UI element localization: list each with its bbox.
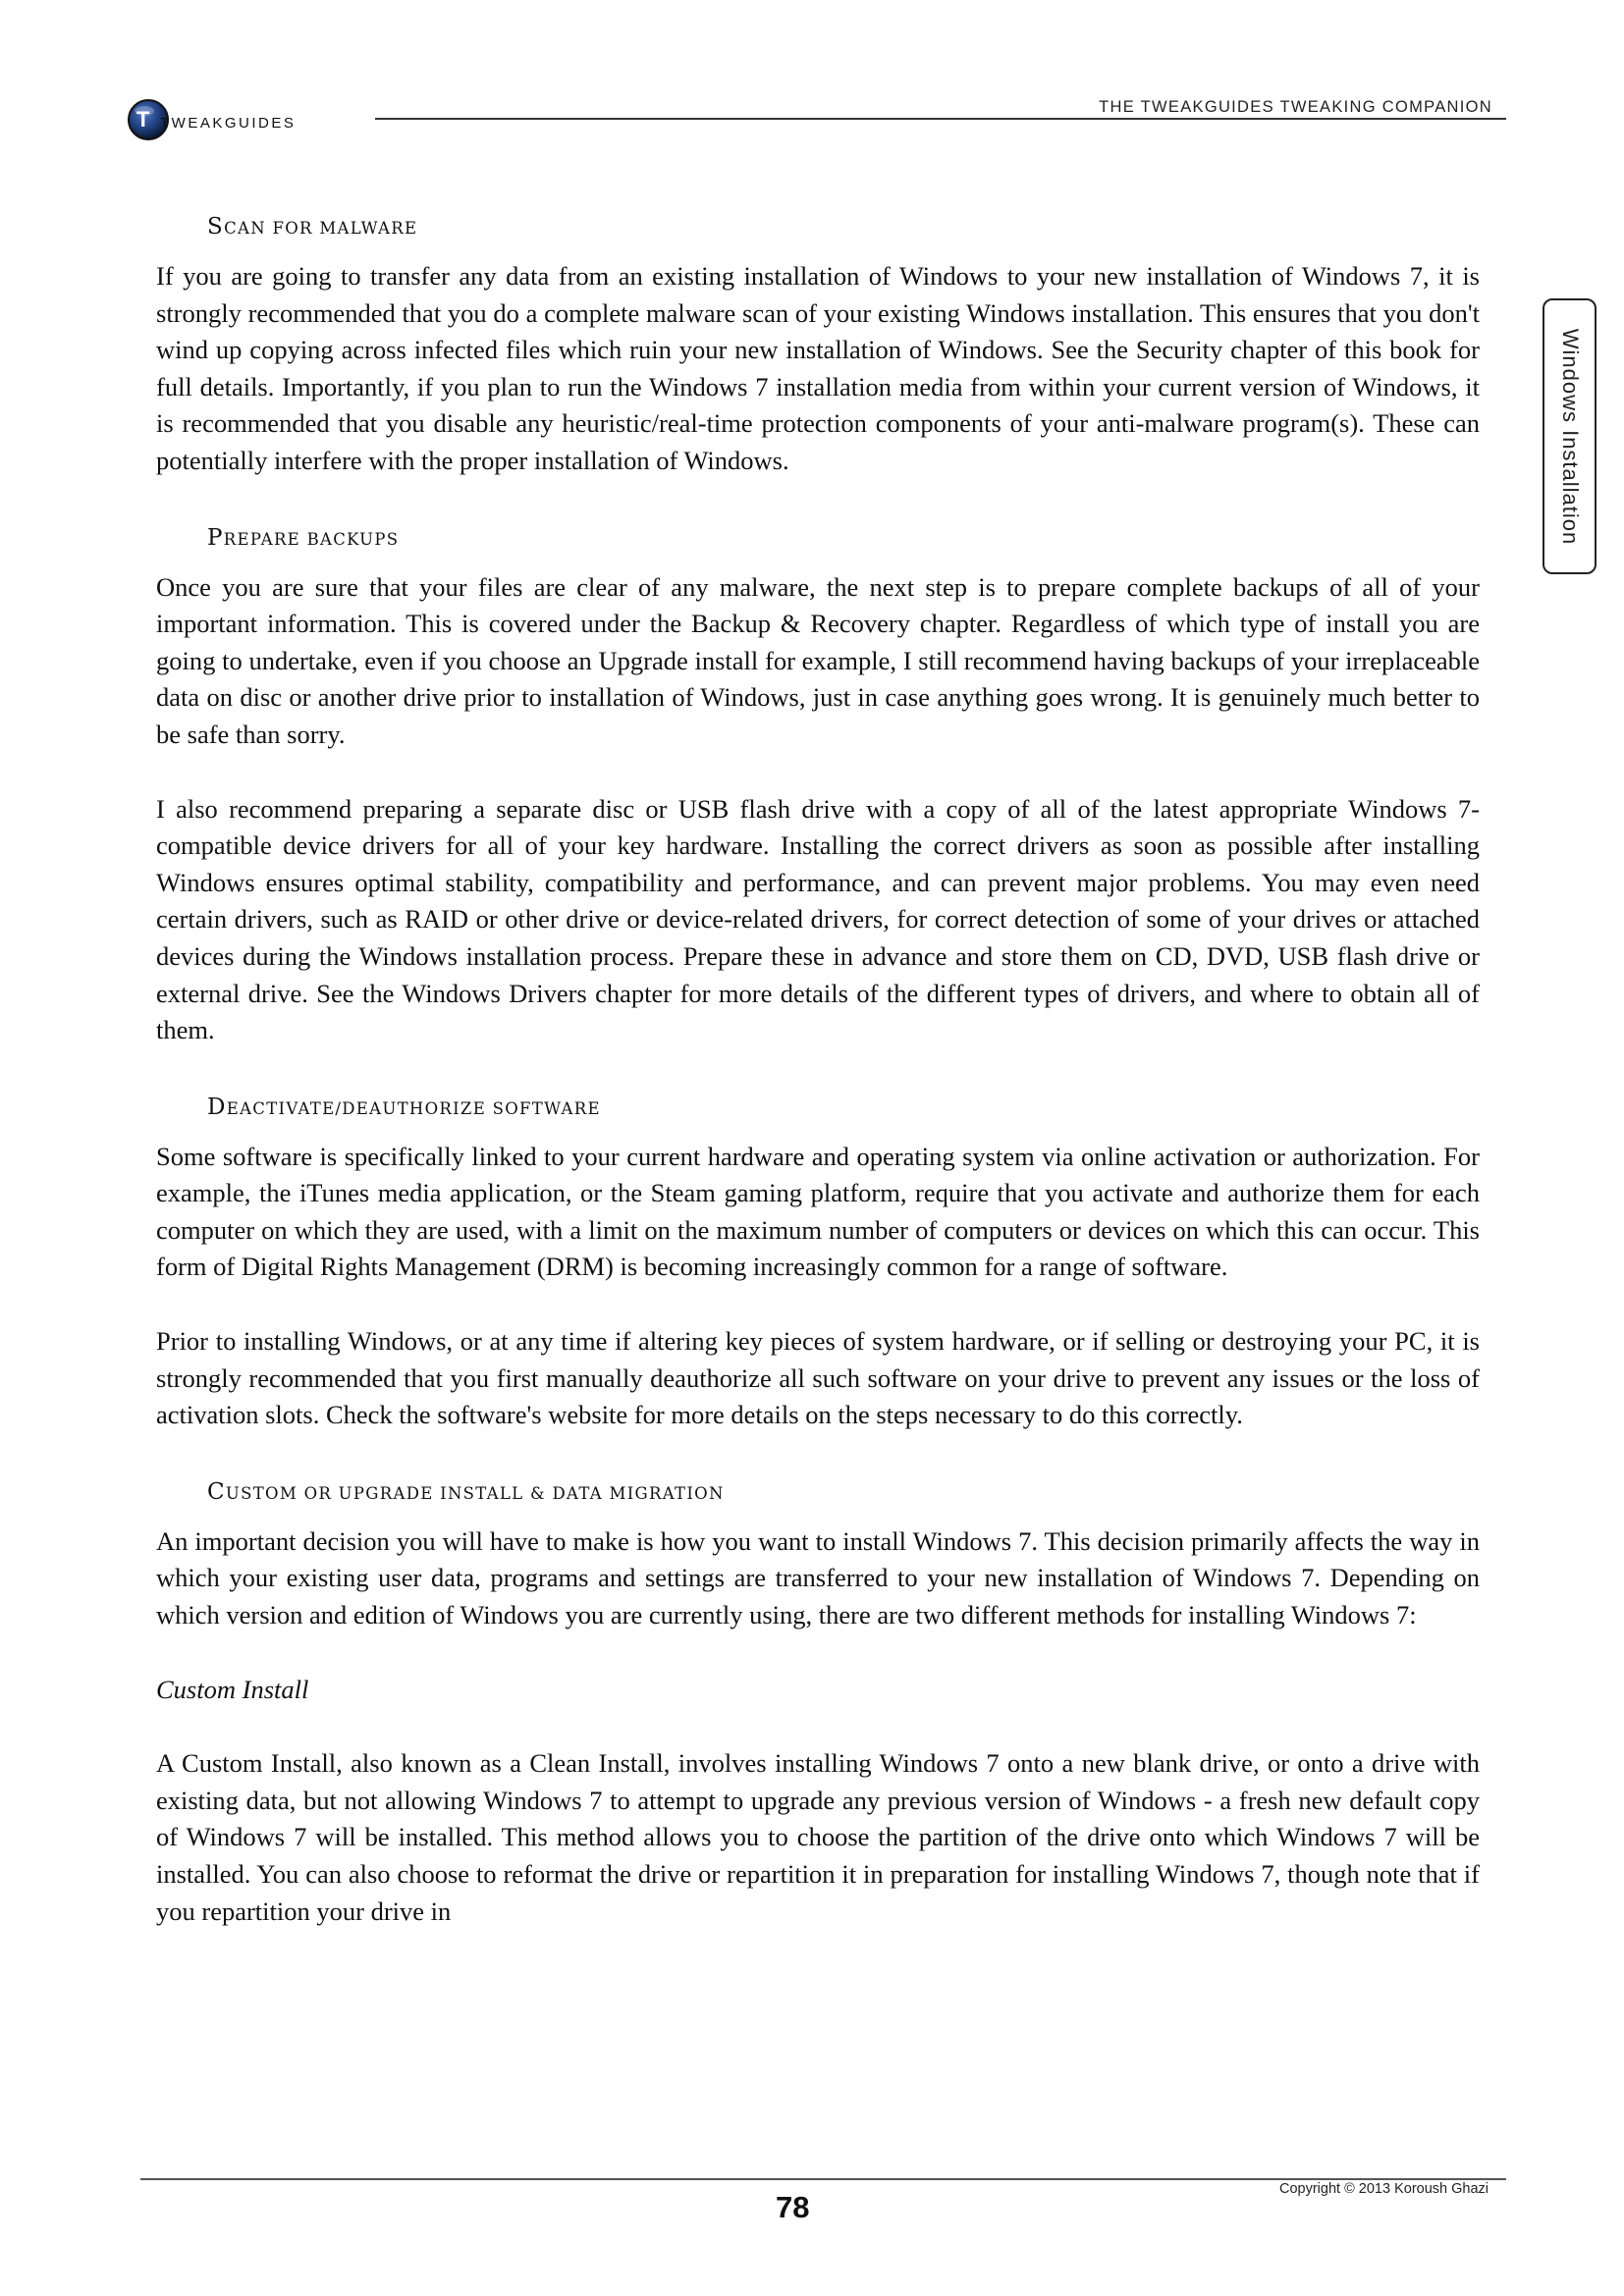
page-number: 78	[776, 2190, 810, 2224]
subheading-custom-install: Custom Install	[156, 1674, 309, 1704]
paragraph: Once you are sure that your files are clear of any malware, the next step is to prepare complete backups of all of your important information. This is covered under the Backup & Recovery chapter. Regardless of which type of install you are going to undertake, even if you choose an Upgrade install for example, I still recommend having backups of your irreplaceable data on disc or another drive prior to installation of Windows, just in case anything goes wrong. It is genuinely much better to be safe than sorry.	[156, 571, 1480, 749]
svg-text:T: T	[136, 107, 150, 132]
section-heading-scan-for-malware: SCAN FOR MALWARE	[207, 214, 418, 240]
running-header-title: THE TWEAKGUIDES TWEAKING COMPANION	[1099, 98, 1492, 116]
paragraph: I also recommend preparing a separate disc or USB flash drive with a copy of all of the latest appropriate Windows 7-compatible device drivers for all of your key hardware. Installing the correct drivers as soon as possible after installing Windows ensures optimal stability, compatibility and performance, and can prevent major problems. You may even need certain drivers, such as RAID or other drive or device-related drivers, for correct detection of some of your drives or attached devices during the Windows installation process. Prepare these in advance and store them on CD, DVD, USB flash drive or external drive. See the Windows Drivers chapter for more details of the different types of drivers, and where to obtain all of them.	[156, 793, 1480, 1045]
paragraph: An important decision you will have to make is how you want to install Windows 7. This decision primarily affects the way in which your existing user data, programs and settings are transferred to your new installation of Windows 7. Depending on which version and edition of Windows you are currently using, there are two different methods for installing Windows 7:	[156, 1525, 1480, 1630]
paragraph: A Custom Install, also known as a Clean Install, involves installing Windows 7 onto a new blank drive, or onto a drive with existing data, but not allowing Windows 7 to attempt to upgrade any previous version of Windows - a fresh new default copy of Windows 7 will be installed. This method allows you to choose the partition of the drive onto which Windows 7 will be installed. You can also choose to reformat the drive or repartition it in preparation for installing Windows 7, though note that if you repartition your drive in	[156, 1748, 1480, 1926]
chapter-side-tab	[1543, 298, 1597, 574]
tweakguides-logo	[126, 96, 361, 143]
svg-text:TWEAKGUIDES: TWEAKGUIDES	[160, 115, 297, 132]
header-rule	[375, 118, 1506, 120]
paragraph: Some software is specifically linked to your current hardware and operating system via online activation or authorization. For example, the iTunes media application, or the Steam gaming platform, require that you activate and authorize them for each computer on which they are used, with a limit on the maximum number of computers or devices on which this can occur. This form of Digital Rights Management (DRM) is becoming increasingly common for a range of software.	[156, 1141, 1480, 1282]
paragraph: If you are going to transfer any data from an existing installation of Windows to your new installation of Windows 7, it is strongly recommended that you do a complete malware scan of your existing Windows installation. This ensures that you don't wind up copying across infected files which ruin your new installation of Windows. See the Security chapter of this book for full details. Importantly, if you plan to run the Windows 7 installation media from within your current version of Windows, it is recommended that you disable any heuristic/real-time protection components of your anti-malware program(s). These can potentially interfere with the proper installation of Windows.	[156, 261, 1480, 475]
page-content	[156, 206, 1480, 1967]
section-heading-deactivate-software: DEACTIVATE/DEAUTHORIZE SOFTWARE	[207, 1094, 601, 1120]
footer-rule	[140, 2178, 1506, 2180]
section-heading-prepare-backups: PREPARE BACKUPS	[207, 524, 400, 551]
section-heading-custom-or-upgrade-install: CUSTOM OR UPGRADE INSTALL & DATA MIGRATION	[207, 1478, 725, 1505]
paragraph: Prior to installing Windows, or at any time if altering key pieces of system hardware, or if selling or destroying your PC, it is strongly recommended that you first manually deauthorize all such software on your drive to prevent any issues or the loss of activation slots. Check the software's website for more details on the steps necessary to do this correctly.	[156, 1326, 1480, 1430]
copyright-notice: Copyright © 2013 Koroush Ghazi	[1279, 2181, 1489, 2197]
chapter-side-tab-label: Windows Installation	[1557, 328, 1583, 545]
